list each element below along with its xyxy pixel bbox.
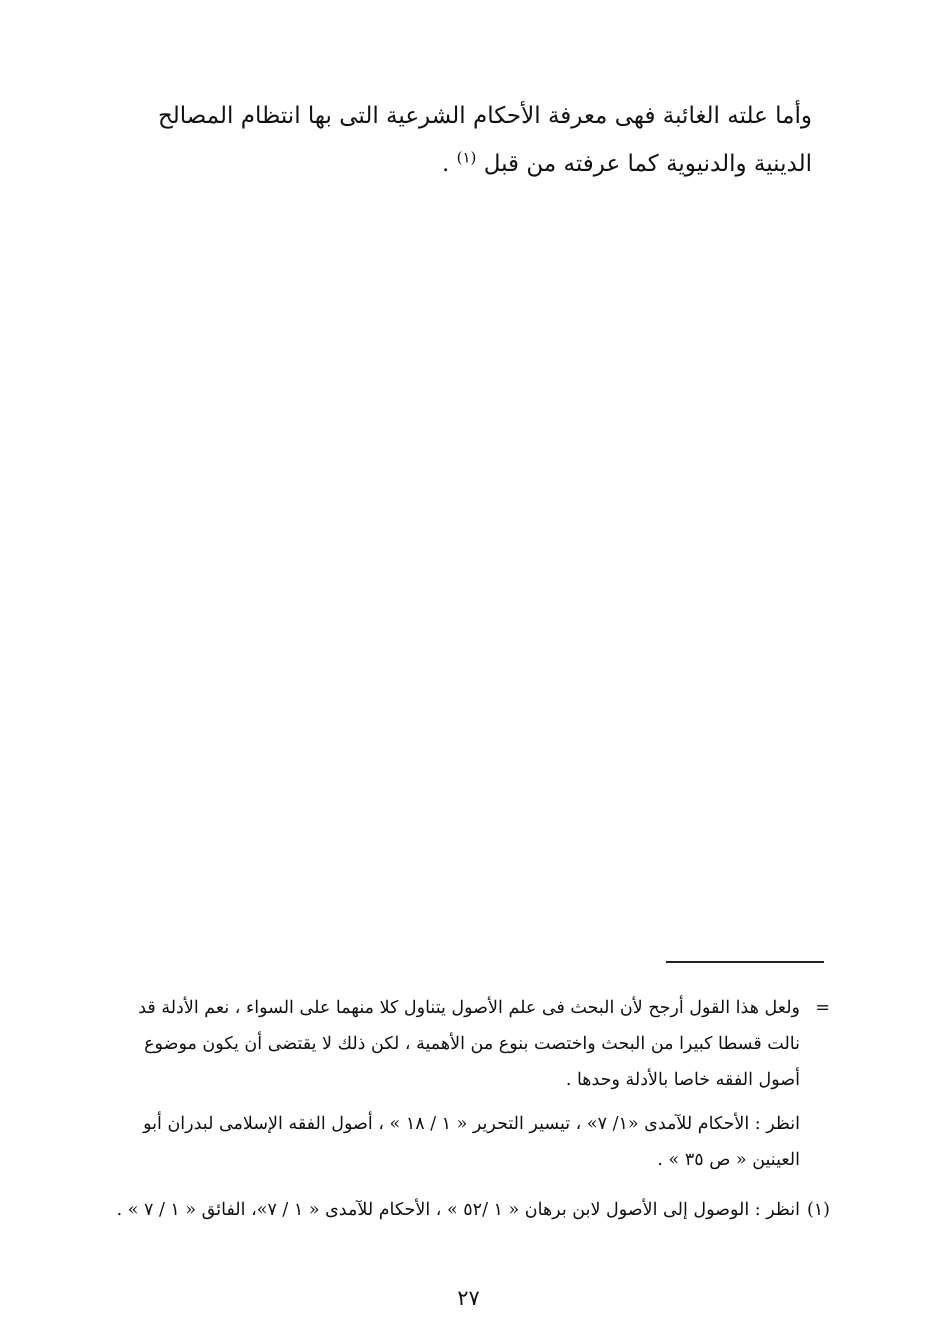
main-paragraph [96,92,812,188]
footnote-1 [100,1192,830,1228]
footnote-reference-1: (١) [456,148,477,167]
main-line-2 [96,140,812,188]
footnote-1-text: انظر : الوصول إلى الأصول لابن برهان « ١ /٥٢ » ، الأحكام للآمدى « ١ / ٧»، الفائق « ١ / ٧ » . [116,1200,800,1220]
footnote-continuation [100,990,830,1098]
footnote-separator [666,961,824,963]
main-line-1: وأما علته الغائبة فهى معرفة الأحكام الشرعية التى بها انتظام المصالح [157,103,812,129]
main-end-dot: . [441,151,450,177]
footnote-1-number: (١) [806,1200,830,1220]
continuation-marker: = [815,998,830,1018]
footnote-continuation-references: انظر : الأحكام للآمدى «١/ ٧» ، تيسير التحرير « ١ / ١٨ » ، أصول الفقه الإسلامى لبدران أبو العينين « ص ٣٥ » . [143,1114,800,1170]
main-line-2-text: الدينية والدنيوية كما عرفته من قبل [483,151,812,177]
page-number: ٢٧ [457,1286,480,1310]
footnotes-section [100,990,830,1228]
continuation-text: ولعل هذا القول أرجح لأن البحث فى علم الأصول يتناول كلا منهما على السواء ، نعم الأدلة قد نالت قسطا كبيرا من البحث واختصت بنوع من الأهمية ، لكن ذلك لا يقتضى أن يكون موضوع أصول الفقه خاصا بالأدلة وحدها . [138,998,800,1090]
